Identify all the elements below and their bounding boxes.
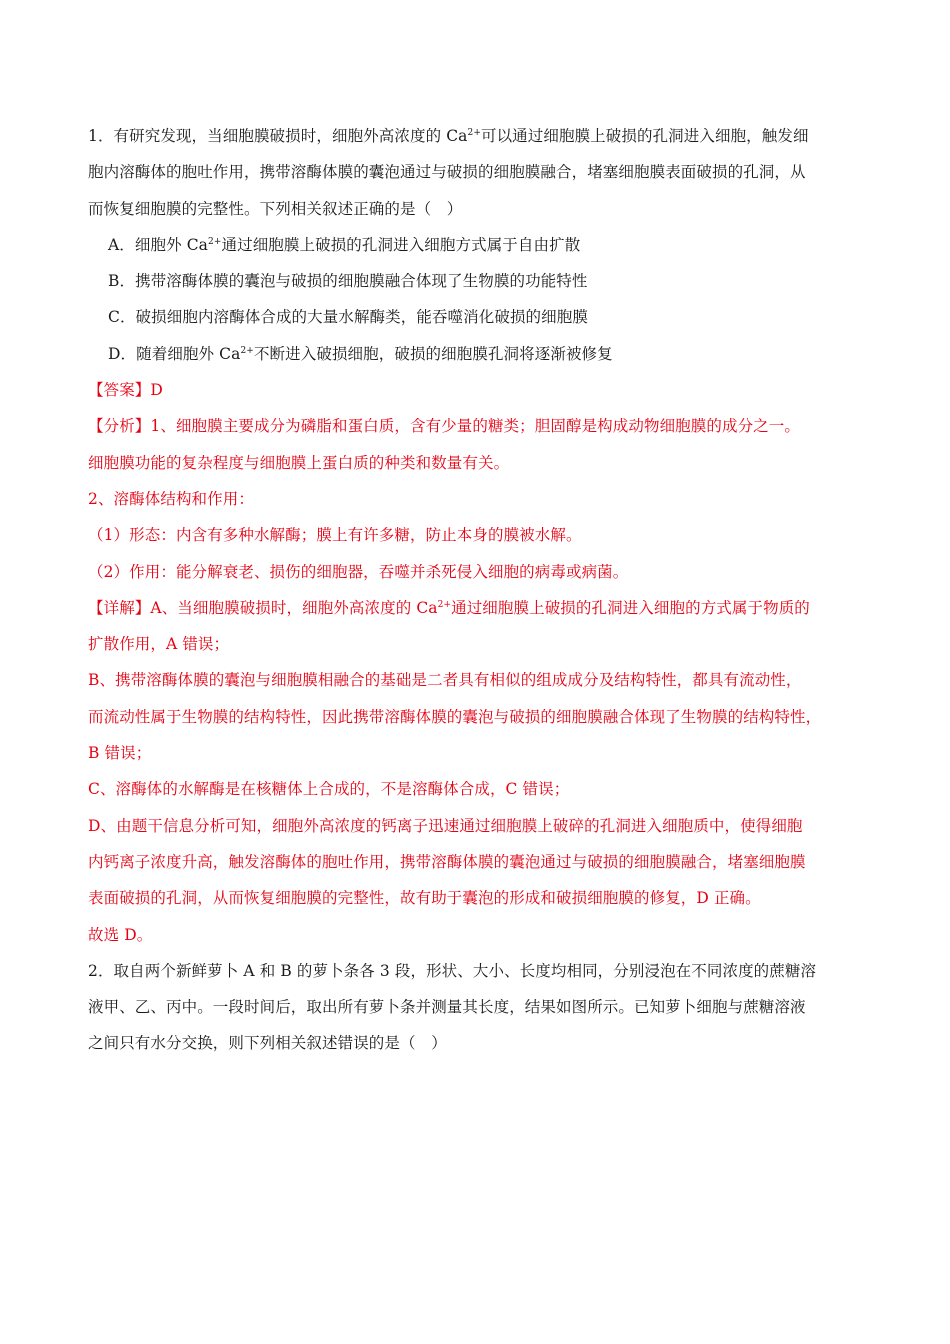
stem-line: 而恢复细胞膜的完整性。下列相关叙述正确的是（ ） [88, 199, 463, 218]
question-2 [88, 953, 868, 1062]
document-page [88, 118, 868, 1062]
detail-line: 故选 D。 [88, 925, 153, 944]
analysis-section [88, 408, 868, 589]
option-a: A．细胞外 $Ca^{2+}$通过细胞膜上破损的孔洞进入细胞方式属于自由扩散 [108, 235, 581, 254]
stem-line: 液甲、乙、丙中。一段时间后，取出所有萝卜条并测量其长度，结果如图所示。已知萝卜细胞与蔗糖溶液 [88, 998, 806, 1017]
detail-line: 扩散作用，A 错误； [88, 635, 230, 654]
option-d: D．随着细胞外 $Ca^{2+}$不断进入破损细胞，破损的细胞膜孔洞将逐渐被修复 [108, 344, 613, 363]
stem-line: 胞内溶酶体的胞吐作用，携带溶酶体膜的囊泡通过与破损的细胞膜融合，堵塞细胞膜表面破损的孔洞，从 [88, 163, 806, 182]
detail-line: D、由题干信息分析可知，细胞外高浓度的钙离子迅速通过细胞膜上破碎的孔洞进入细胞质中，使得细胞 [88, 816, 803, 835]
question-1-options [88, 227, 868, 372]
detail-line: C、溶酶体的水解酶是在核糖体上合成的，不是溶酶体合成，C 错误； [88, 780, 570, 799]
question-1-stem [88, 118, 868, 227]
analysis-line: 细胞膜功能的复杂程度与细胞膜上蛋白质的种类和数量有关。 [88, 453, 510, 472]
stem-line: 2．取自两个新鲜萝卜 A 和 B 的萝卜条各 3 段，形状、大小、长度均相同，分别浸泡在不同浓度的蔗糖溶 [88, 961, 817, 980]
detail-line: 而流动性属于生物膜的结构特性，因此携带溶酶体膜的囊泡与破损的细胞膜融合体现了生物膜的结构特性， [88, 707, 822, 726]
option-c: C．破损细胞内溶酶体合成的大量水解酶类，能吞噬消化破损的细胞膜 [108, 308, 588, 327]
stem-line: 之间只有水分交换，则下列相关叙述错误的是（ ） [88, 1034, 447, 1053]
detail-line: 表面破损的孔洞，从而恢复细胞膜的完整性，故有助于囊泡的形成和破损细胞膜的修复，D 正确。 [88, 889, 761, 908]
answer-line: 【答案】D [88, 381, 163, 400]
question-1 [88, 118, 868, 953]
analysis-line: （2）作用：能分解衰老、损伤的细胞器，吞噬并杀死侵入细胞的病毒或病菌。 [88, 562, 629, 581]
stem-line: 1．有研究发现，当细胞膜破损时，细胞外高浓度的 $Ca^{2+}$可以通过细胞膜上破损的孔洞进入细胞，触发细 [88, 127, 809, 145]
detail-line: B、携带溶酶体膜的囊泡与细胞膜相融合的基础是二者具有相似的组成成分及结构特性，都具有流动性， [88, 671, 802, 690]
analysis-line: 2、溶酶体结构和作用： [88, 489, 254, 508]
analysis-line: 【分析】1、细胞膜主要成分为磷脂和蛋白质，含有少量的糖类；胆固醇是构成动物细胞膜的成分之一。 [88, 417, 800, 436]
detail-line: B 错误； [88, 744, 152, 763]
detail-line: 【详解】A、当细胞膜破损时，细胞外高浓度的 $Ca^{2+}$通过细胞膜上破损的孔洞进入细胞的方式属于物质的 [88, 598, 810, 617]
option-b: B．携带溶酶体膜的囊泡与破损的细胞膜融合体现了生物膜的功能特性 [108, 272, 588, 291]
analysis-line: （1）形态：内含有多种水解酶；膜上有许多糖，防止本身的膜被水解。 [88, 526, 582, 545]
detail-line: 内钙离子浓度升高，触发溶酶体的胞吐作用，携带溶酶体膜的囊泡通过与破损的细胞膜融合，堵塞细胞膜 [88, 852, 806, 871]
detail-section [88, 590, 868, 953]
